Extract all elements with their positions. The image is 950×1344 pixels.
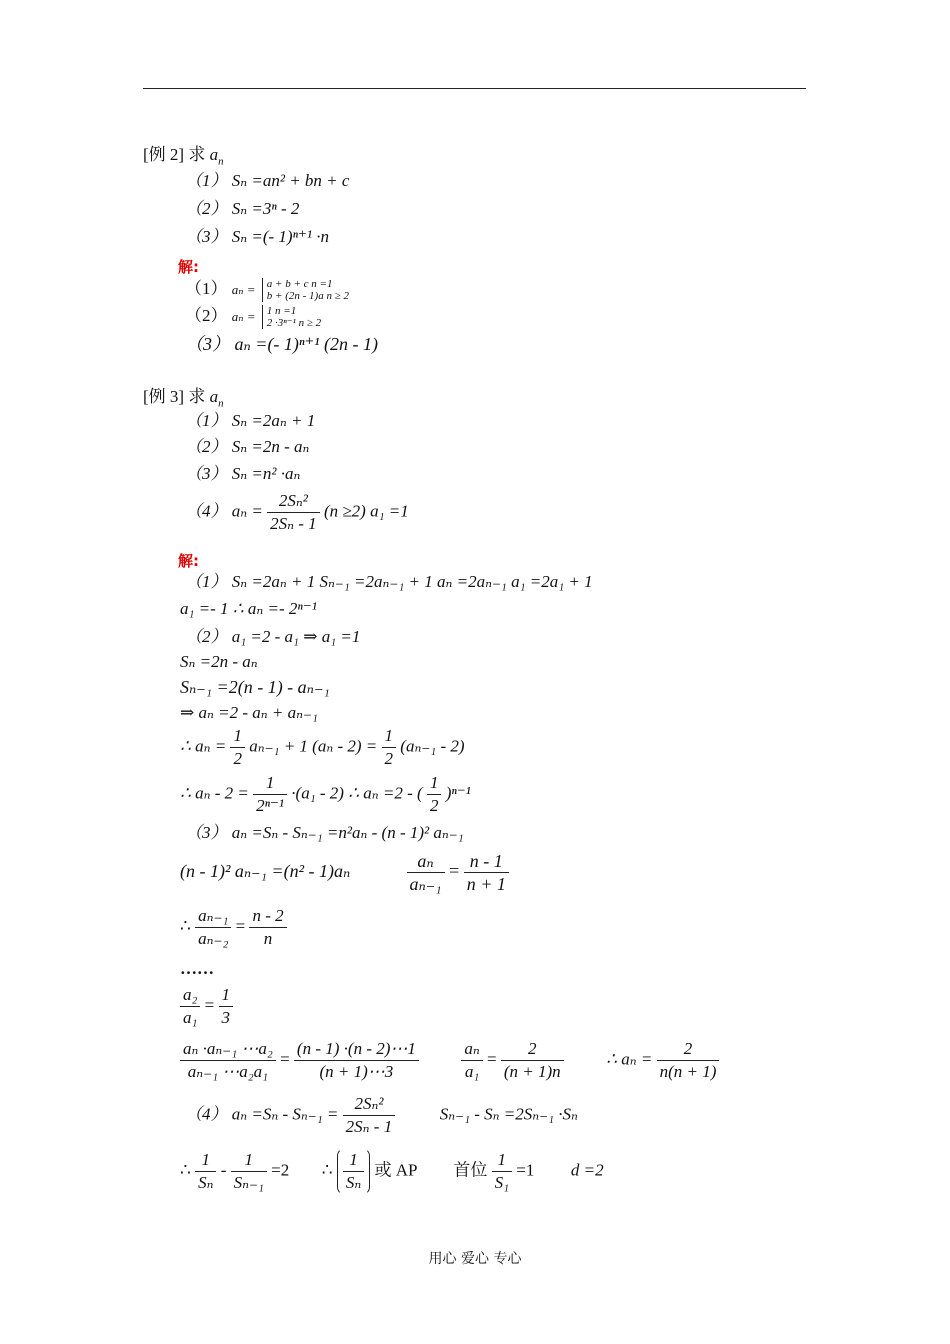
ex3-s4-line2-frac4 [492, 1149, 512, 1194]
ex3-s2-line1: （2） a₁ =2 - a₁ ⇒ a₁ =1 [185, 627, 361, 646]
ex2-solution-label: 解: [178, 258, 199, 276]
ex2-a1-cases [262, 278, 349, 302]
ex3-s3-line5 [180, 1038, 719, 1083]
ex3-s4-line1-b: Sₙ₋₁ - Sₙ =2Sₙ₋₁ ·Sₙ [439, 1104, 578, 1124]
frac-den: Sₙ [198, 1173, 214, 1192]
ex2-title-text: [例 2] 求 [143, 145, 206, 164]
ex3-q4-lhs: （4） aₙ = [185, 501, 263, 521]
frac-den: 2 [233, 749, 242, 768]
ex3-s3-line2-frac1 [407, 850, 445, 895]
frac-den: a₁ [183, 1008, 198, 1027]
therefore-symbol: ∴ [180, 1160, 191, 1180]
ex3-s2-line3: Sₙ₋₁ =2(n - 1) - aₙ₋₁ [180, 677, 330, 697]
frac-den: S₁ [494, 1173, 510, 1192]
frac-num: 1 [382, 725, 397, 748]
ex3-s3-line3-frac1 [195, 905, 231, 950]
ex3-s3-line2-frac2 [464, 850, 509, 895]
therefore-symbol: ∴ [180, 916, 191, 936]
ex2-a1 [185, 278, 349, 302]
ex2-q3: （3） Sₙ =(- 1)ⁿ⁺¹ ·n [185, 227, 330, 246]
minus-sign: - [220, 1160, 227, 1180]
ex2-a1-num: （1） [185, 279, 228, 298]
ex3-s2-line6-frac2 [427, 772, 442, 817]
frac-den: 2Sₙ - 1 [345, 1117, 393, 1136]
ex3-s4-line2-eq2: =2 [271, 1160, 290, 1180]
ex3-q4 [185, 490, 409, 535]
ex3-q4-numerator: 2Sₙ² [267, 490, 320, 513]
ex3-s2-line5 [180, 725, 465, 770]
frac-num: aₙ₋₁ [195, 905, 231, 928]
ex3-s2-line6-a: ∴ aₙ - 2 = [180, 783, 249, 803]
ex3-s4-line2-frac1 [195, 1149, 216, 1194]
frac-den: Sₙ₋₁ [233, 1173, 264, 1192]
frac-den: Sₙ [345, 1173, 362, 1192]
frac-num: aₙ [461, 1038, 482, 1061]
ex3-s3-line3-frac2 [249, 905, 286, 950]
ex3-s2-line6-frac1 [253, 772, 287, 817]
ex3-s4-line2-d: d =2 [570, 1160, 604, 1180]
frac-num: 2 [501, 1038, 564, 1061]
ex3-q4-denominator: 2Sₙ - 1 [270, 514, 317, 533]
frac-den: aₙ₋₂ [198, 929, 229, 948]
ex3-s1-line2: a₁ =- 1 ∴ aₙ =- 2ⁿ⁻¹ [180, 599, 317, 618]
ex3-s4-line2-first-term: 首位 [453, 1160, 488, 1180]
frac-num: n - 1 [464, 850, 509, 873]
therefore-symbol: ∴ [321, 1160, 333, 1180]
ex3-q1: （1） Sₙ =2aₙ + 1 [185, 411, 316, 430]
frac-den: (n + 1)n [503, 1062, 561, 1081]
ex3-s1-line1: （1） Sₙ =2aₙ + 1 Sₙ₋₁ =2aₙ₋₁ + 1 aₙ =2aₙ₋₁ a₁ =2a₁ + 1 [185, 572, 593, 591]
frac-den: 2ⁿ⁻¹ [256, 796, 285, 815]
ex2-a2-lhs: aₙ = [231, 309, 256, 324]
ellipsis-dots: …… [180, 959, 214, 978]
ex3-s3-line1: （3） aₙ =Sₙ - Sₙ₋₁ =n²aₙ - (n - 1)² aₙ₋₁ [185, 823, 464, 842]
equals-sign: = [204, 995, 215, 1015]
frac-num: 1 [253, 772, 287, 795]
equals-sign: = [280, 1049, 290, 1069]
ex2-a3: （3） aₙ =(- 1)ⁿ⁺¹ (2n - 1) [185, 334, 378, 354]
ex3-q4-tail: (n ≥2) a₁ =1 [323, 501, 409, 521]
ex3-s4-line2-frac2 [231, 1149, 267, 1194]
frac-num: aₙ [407, 850, 445, 873]
ex2-a2-case2: 2 ·3ⁿ⁻¹ n ≥ 2 [266, 317, 322, 330]
ex3-title-text: [例 3] 求 [143, 387, 206, 406]
frac-den: aₙ₋₁ [409, 874, 442, 894]
ex3-s4-line2-frac3 [343, 1149, 364, 1194]
frac-den: 2 [429, 796, 439, 815]
ex3-s3-line5-frac4 [501, 1038, 564, 1083]
ex3-s2-line5-c: (aₙ₋₁ - 2) [400, 736, 465, 756]
equals-sign: = [487, 1049, 497, 1069]
ex2-a1-lhs: aₙ = [231, 282, 256, 297]
page-footer: 用心 爱心 专心 [428, 1251, 522, 1267]
ex2-a1-case1: a + b + c n =1 [266, 278, 333, 291]
header-rule [143, 88, 806, 89]
ex3-s4-line2-eq1: =1 [516, 1160, 535, 1180]
frac-num: a₂ [180, 984, 200, 1007]
ex3-s4-line2-ap: 或 AP [374, 1160, 417, 1180]
frac-den: n [263, 929, 273, 948]
frac-num: (n - 1) ·(n - 2)⋯1 [294, 1038, 419, 1061]
frac-den: aₙ₋₁ ⋯a₂a₁ [187, 1062, 269, 1081]
frac-den: a₁ [464, 1062, 480, 1081]
ex3-s3-line5-frac2 [294, 1038, 419, 1083]
ex3-s4-line1-frac [343, 1093, 396, 1138]
ex2-title-sub: n [218, 155, 224, 168]
ex3-title-var: a [209, 387, 219, 406]
ex3-solution-label: 解: [178, 552, 199, 570]
ex3-s4-line1-a: （4） aₙ =Sₙ - Sₙ₋₁ = [185, 1104, 339, 1124]
ex3-s3-line4-frac1 [180, 984, 200, 1029]
ex2-title-var: a [209, 145, 219, 164]
ex3-s2-line5-frac1 [230, 725, 245, 770]
frac-num: 1 [230, 725, 245, 748]
ex2-a2 [185, 305, 321, 329]
frac-num: 1 [492, 1149, 512, 1172]
ex3-s2-line5-a: ∴ aₙ = [180, 736, 227, 756]
ex3-s3-line2-a: (n - 1)² aₙ₋₁ =(n² - 1)aₙ [180, 860, 351, 881]
ex3-s3-line2 [180, 850, 509, 895]
ex3-s3-line5-frac3 [461, 1038, 482, 1083]
ex3-s3-line5-therefore: ∴ aₙ = [606, 1049, 653, 1069]
ex3-s2-line2: Sₙ =2n - aₙ [180, 652, 258, 671]
ex3-s3-line4-frac2 [219, 984, 234, 1029]
ex3-s3-line5-frac5 [657, 1038, 720, 1083]
ex3-q3: （3） Sₙ =n² ·aₙ [185, 464, 301, 483]
frac-num: 1 [343, 1149, 364, 1172]
frac-den: n + 1 [466, 874, 506, 894]
ex3-s4-line2 [180, 1148, 604, 1195]
frac-num: 2 [657, 1038, 720, 1061]
ex2-title [143, 144, 224, 172]
equals-sign: = [235, 916, 246, 936]
ex3-s3-line5-frac1 [180, 1038, 276, 1083]
equals-sign: = [449, 860, 460, 881]
frac-num: 1 [219, 984, 234, 1007]
frac-den: 3 [221, 1008, 231, 1027]
frac-num: 1 [195, 1149, 216, 1172]
ex3-s3-line3 [180, 905, 287, 950]
ex3-title-sub: n [218, 397, 224, 410]
ex3-s2-line5-frac2 [382, 725, 397, 770]
ex2-a2-cases [262, 305, 321, 329]
frac-num: aₙ ·aₙ₋₁ ⋯a₂ [180, 1038, 276, 1061]
frac-den: 2 [384, 749, 394, 768]
ex3-s2-line6-b: ·(a₁ - 2) ∴ aₙ =2 - ( [291, 783, 423, 803]
frac-num: 1 [231, 1149, 267, 1172]
ex3-s4-line1 [185, 1093, 578, 1138]
ex2-a1-case2: b + (2n - 1)a n ≥ 2 [266, 290, 349, 303]
ex2-q2: （2） Sₙ =3ⁿ - 2 [185, 199, 300, 218]
ex3-s2-line5-b: aₙ₋₁ + 1 (aₙ - 2) = [249, 736, 378, 756]
ex3-q2: （2） Sₙ =2n - aₙ [185, 437, 310, 456]
frac-num: 2Sₙ² [343, 1093, 396, 1116]
ex2-a2-num: （2） [185, 306, 228, 325]
ex3-s2-line6 [180, 772, 471, 817]
frac-den: (n + 1)⋯3 [319, 1062, 394, 1081]
frac-den: n(n + 1) [659, 1062, 717, 1081]
ex3-q4-fraction [267, 490, 320, 535]
ex3-s2-line6-c: )ⁿ⁻¹ [445, 783, 471, 803]
frac-num: n - 2 [249, 905, 286, 928]
ex3-s2-line4: ⇒ aₙ =2 - aₙ + aₙ₋₁ [180, 703, 318, 722]
ex2-a2-case1: 1 n =1 [266, 305, 297, 318]
frac-num: 1 [427, 772, 442, 795]
ex2-q1: （1） Sₙ =an² + bn + c [185, 171, 350, 190]
ex3-s3-line4 [180, 984, 233, 1029]
set-braces [337, 1148, 370, 1195]
